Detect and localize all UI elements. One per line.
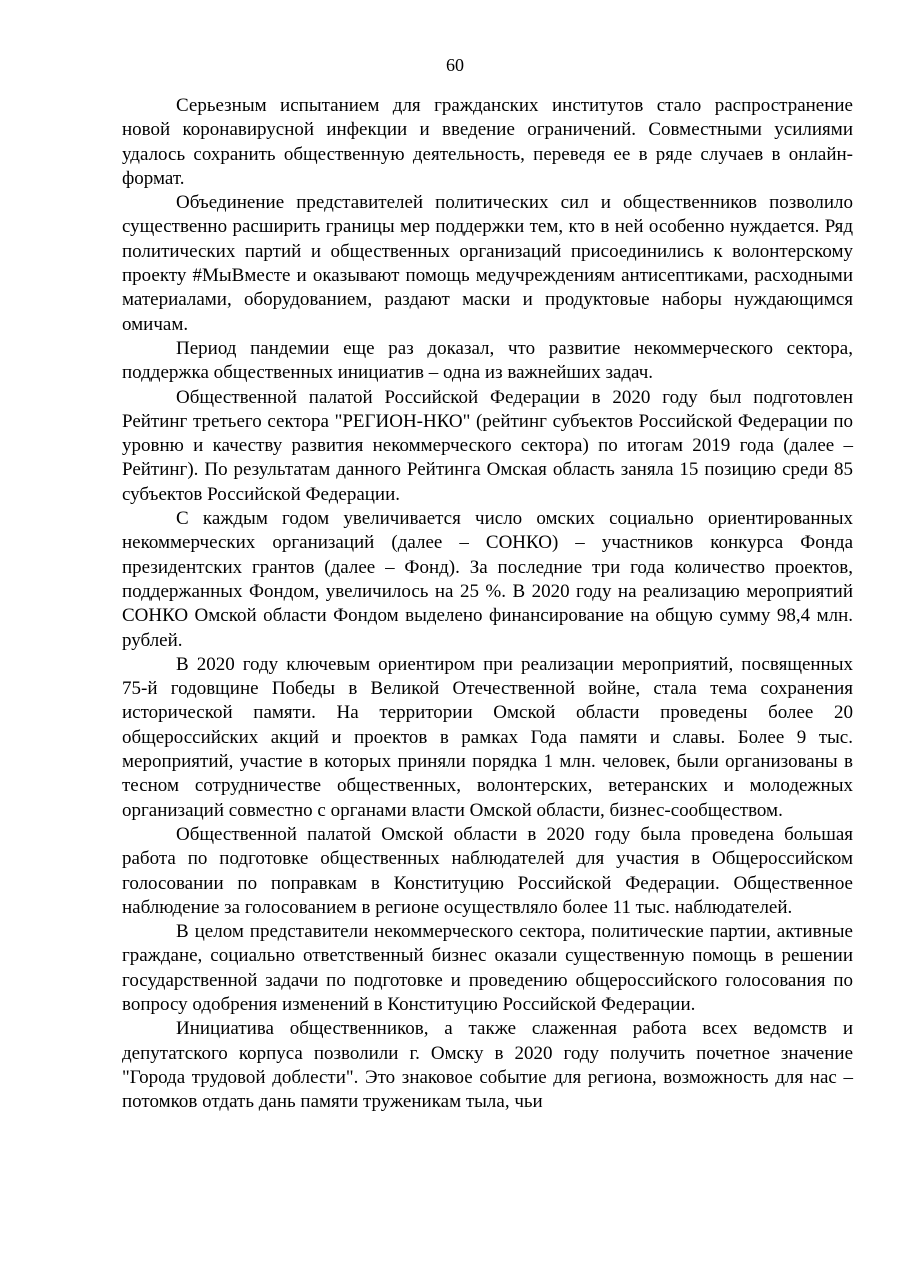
page-number: 60 xyxy=(446,55,464,75)
paragraph-constitution-vote: В целом представители некоммерческого сектора, политические партии, активные граждане, социально ответственный бизнес оказали существенную помощь в решении государственной задачи по подготовке и проведению общероссийского голосования по вопросу одобрения изменений в Конституцию Российской Федерации. xyxy=(122,921,853,1015)
paragraph-region-nko-rating: Общественной палатой Российской Федерации в 2020 году был подготовлен Рейтинг третьего сектора "РЕГИОН-НКО" (рейтинг субъектов Российской Федерации по уровню и качеству развития некоммерческого сектора) по итогам 2019 года (далее – Рейтинг). По результатам данного Рейтинга Омская область заняла 15 позицию среди 85 субъектов Российской Федерации. xyxy=(122,386,853,505)
paragraph-pandemic-challenge: Серьезным испытанием для гражданских институтов стало распространение новой коронавирусной инфекции и введение ограничений. Совместными усилиями удалось сохранить общественную деятельность, переведя ее в ряде случаев в онлайн-формат. xyxy=(122,95,853,189)
paragraph-public-observers: Общественной палатой Омской области в 2020 году была проведена большая работа по подготовке общественных наблюдателей для участия в Общероссийском голосовании по поправкам в Конституцию Российской Федерации. Общественное наблюдение за голосованием в регионе осуществляло более 11 тыс. наблюдателей. xyxy=(122,823,853,918)
document-body xyxy=(122,94,853,1114)
paragraph-nonprofit-development: Период пандемии еще раз доказал, что развитие некоммерческого сектора, поддержка общественных инициатив – одна из важнейших задач. xyxy=(122,337,853,384)
paragraph-mutual-support: Объединение представителей политических сил и общественников позволило существенно расширить границы мер поддержки тем, кто в ней особенно нуждается. Ряд политических партий и общественных организаций присоединились к волонтерскому проекту #МыВместе и оказывают помощь медучреждениям антисептиками, расходными материалами, оборудованием, раздают маски и продуктовые наборы нуждающимся омичам. xyxy=(122,192,853,335)
paragraph-victory-anniversary: В 2020 году ключевым ориентиром при реализации мероприятий, посвященных 75-й годовщине Победы в Великой Отечественной войне, стала тема сохранения исторической памяти. На территории Омской области проведены более 20 общероссийских акций и проектов в рамках Года памяти и славы. Более 9 тыс. мероприятий, участие в которых приняли порядка 1 млн. человек, были организованы в тесном сотрудничестве общественных, волонтерских, ветеранских и молодежных организаций совместно с органами власти Омской области, бизнес-сообществом. xyxy=(122,653,853,821)
paragraph-presidential-grants: С каждым годом увеличивается число омских социально ориентированных некоммерческих организаций (далее – СОНКО) – участников конкурса Фонда президентских грантов (далее – Фонд). За последние три года количество проектов, поддержанных Фондом, увеличилось на 25 %. В 2020 году на реализацию мероприятий СОНКО Омской области Фондом выделено финансирование на общую сумму 98,4 млн. рублей. xyxy=(122,508,853,651)
paragraph-city-of-labor-valor: Инициатива общественников, а также слаженная работа всех ведомств и депутатского корпуса позволили г. Омску в 2020 году получить почетное значение "Города трудовой доблести". Это знаковое событие для региона, возможность для нас – потомков отдать дань памяти труженикам тыла, чьи xyxy=(122,1018,853,1113)
